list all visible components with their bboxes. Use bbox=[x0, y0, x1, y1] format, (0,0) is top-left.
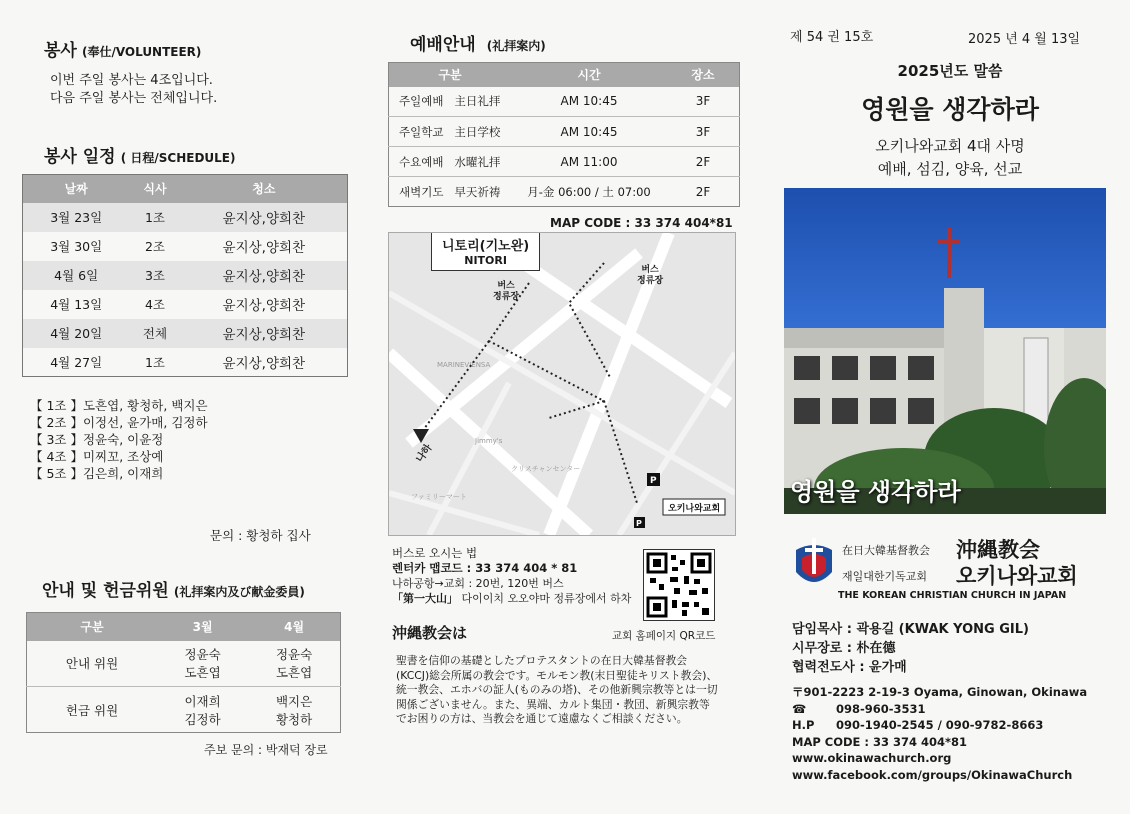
list-item: 【 2조 】이정선, 윤가매, 김정하 bbox=[30, 415, 208, 430]
schedule-header: 청소 bbox=[181, 175, 348, 203]
list-item: 【 3조 】정윤숙, 이윤정 bbox=[30, 432, 164, 447]
guide-heading: 안내 및 헌금위원 (礼拝案内及び献金委員) bbox=[42, 581, 305, 601]
map-label: Jimmy's bbox=[475, 437, 503, 445]
table-row: 주일학교 主日学校 AM 10:45 3F bbox=[389, 117, 740, 147]
okinawa-title: 沖縄教会は bbox=[392, 624, 468, 642]
bulletin-volume: 제 54 권 15호 bbox=[790, 30, 874, 45]
schedule-contact: 문의 : 황청하 집사 bbox=[210, 528, 311, 543]
table-row: 새벽기도 早天祈祷 月-金 06:00 / 土 07:00 2F bbox=[399, 184, 711, 199]
map-label: MARINEVIENSA bbox=[437, 361, 491, 369]
table-row: 헌금 위원 이재희 김정하 백지은 황청하 bbox=[65, 693, 313, 727]
table-row: 4월 27일 1조 윤지상,양희찬 bbox=[50, 354, 306, 372]
church-en: THE KOREAN CHRISTIAN CHURCH IN JAPAN bbox=[838, 590, 1067, 601]
table-row: 3월 23일 1조 윤지상,양희찬 bbox=[23, 203, 348, 232]
svg-text:P: P bbox=[636, 519, 642, 528]
website-link[interactable]: www.okinawachurch.org bbox=[792, 751, 952, 765]
church-logo-icon bbox=[792, 536, 836, 592]
guide-table: 구분 3월 4월 안내 위원 정윤숙 도흔엽 정윤숙 도흔엽 헌금 위원 이재희 김정하 백지은 황청하 bbox=[26, 612, 341, 733]
main-title: 영원을 생각하라 bbox=[861, 95, 1039, 124]
volunteer-info: 이번 주일 봉사는 4조입니다. 다음 주일 봉사는 전체입니다. bbox=[50, 73, 218, 106]
photo-caption: 영원을 생각하라 bbox=[790, 477, 961, 506]
church-contact: 〒901-2223 2-19-3 Oyama, Ginowan, Okinawa ☎ 098-960-3531 H.P 090-1940-2545 / 090-9782-8663 MAP CODE : 33 374 404*81 www.okinawachurch.org www.facebook.com/groups/OkinawaChurch bbox=[792, 685, 1088, 782]
table-row: 4월 13일 4조 윤지상,양희찬 bbox=[50, 297, 306, 314]
mission-line-2: 예배, 섬김, 양육, 선교 bbox=[877, 160, 1023, 178]
church-jp-small: 在日大韓基督教会 bbox=[842, 544, 930, 557]
church-staff: 담임목사 : 곽용길 (KWAK YONG GIL) 시무장로 : 朴在德 협력전도사 : 윤가매 bbox=[792, 622, 1029, 675]
phone-icon: ☎ bbox=[792, 701, 807, 716]
map-church-label: 오키나와교회 bbox=[668, 504, 721, 514]
map-graphic bbox=[389, 233, 735, 535]
nitori-box: 니토리(기노완) NITORI bbox=[431, 232, 540, 271]
volunteer-heading: 봉사 (奉仕/VOLUNTEER) bbox=[44, 41, 202, 61]
year-word: 2025년도 말씀 bbox=[897, 62, 1003, 80]
table-row: 안내 위원 정윤숙 도흔엽 정윤숙 도흔엽 bbox=[27, 641, 341, 687]
map-label: ファミリーマート bbox=[411, 493, 467, 501]
church-ko-big: 오키나와교회 bbox=[956, 564, 1078, 588]
schedule-header: 날짜 bbox=[23, 175, 130, 203]
table-row: 주일예배 主日礼拝 AM 10:45 3F bbox=[389, 87, 740, 117]
qr-label: 교회 홈페이지 QR코드 bbox=[612, 630, 716, 642]
table-row: 4월 20일 전체 윤지상,양희찬 bbox=[23, 319, 348, 348]
group-list bbox=[30, 397, 208, 482]
list-item: 【 5조 】김은희, 이재희 bbox=[30, 466, 164, 481]
svg-text:P: P bbox=[650, 476, 657, 486]
map-naha-label: 나하 bbox=[414, 442, 435, 465]
map-label: クリスチャンセンター bbox=[511, 465, 581, 473]
worship-table: 구분 시간 장소 주일예배 主日礼拝 AM 10:45 3F 주일학교 主日学校 AM 10:45 3F 수요예배 水曜礼拝 AM 11:00 2F 새벽기도 早天祈祷 月-金 06:00 / 土 07:00 2F bbox=[388, 62, 740, 207]
bus-directions: 버스로 오시는 법 렌터카 맵코드 : 33 374 404 * 81 나하공항→교회 : 20번, 120번 버스 「第一大山」 다이이치 오오야마 정류장에서 하차 bbox=[392, 546, 632, 605]
list-item: 【 4조 】미찌꼬, 조상예 bbox=[30, 449, 164, 464]
mission-line-1: 오키나와교회 4대 사명 bbox=[875, 137, 1025, 155]
guide-contact: 주보 문의 : 박재덕 장로 bbox=[204, 743, 328, 757]
schedule-heading: 봉사 일정 ( 日程/SCHEDULE) bbox=[44, 147, 236, 167]
schedule-header: 식사 bbox=[129, 175, 180, 203]
facebook-link[interactable]: www.facebook.com/groups/OkinawaChurch bbox=[792, 767, 1073, 782]
okinawa-body: 聖書を信仰の基礎としたプロテスタントの在日大韓基督教会(KCCJ)総会所属の教会です。モルモン教(末日聖徒キリスト教会)、統一教会、エホバの証人(ものみの塔)、その他新興宗教等とは一切関係ございません。また、異端、カルト集団・教団、新興宗教等でお困りの方は、当教会を通じて遠慮なくご相談ください。 bbox=[396, 654, 718, 725]
church-jp-big: 沖縄教会 bbox=[956, 538, 1040, 562]
table-row: 수요예배 水曜礼拝 AM 11:00 2F bbox=[389, 147, 740, 177]
worship-heading: 예배안내 (礼拝案内) bbox=[410, 35, 546, 55]
table-row: 3월 30일 2조 윤지상,양희찬 bbox=[50, 239, 306, 256]
bulletin-date: 2025 년 4 월 13일 bbox=[968, 32, 1081, 47]
schedule-table bbox=[22, 174, 348, 377]
church-ko-small: 재일대한기독교회 bbox=[842, 570, 928, 583]
qr-code-icon[interactable] bbox=[643, 549, 715, 621]
location-map bbox=[388, 232, 736, 536]
bus-stop-label: 버스 정류장 bbox=[493, 281, 520, 302]
church-photo bbox=[784, 188, 1106, 514]
table-row: 4월 6일 3조 윤지상,양희찬 bbox=[23, 261, 348, 290]
bus-stop-label: 버스 정류장 bbox=[637, 265, 664, 286]
list-item: 【 1조 】도흔엽, 황청하, 백지은 bbox=[30, 398, 208, 413]
map-code: MAP CODE : 33 374 404*81 bbox=[550, 216, 733, 230]
